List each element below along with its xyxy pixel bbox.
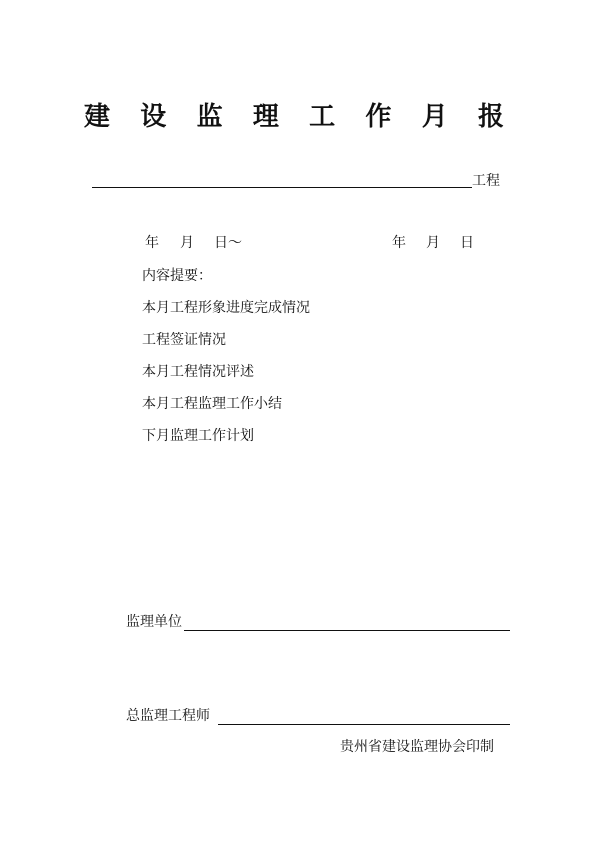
publisher-note: 贵州省建设监理协会印制	[340, 739, 494, 755]
start-month-label: 月	[180, 235, 194, 251]
chief-engineer-field[interactable]	[126, 706, 510, 728]
contents-item: 本月工程监理工作小结	[142, 396, 282, 412]
end-year-label: 年	[392, 235, 406, 251]
title-char: 建	[84, 102, 111, 132]
supervision-unit-underline	[184, 630, 510, 631]
title-char: 报	[477, 102, 504, 132]
contents-item: 工程签证情况	[142, 332, 226, 348]
project-name-field[interactable]	[92, 172, 500, 192]
title-char: 工	[309, 102, 336, 132]
project-suffix-label: 工程	[472, 173, 500, 189]
contents-summary	[142, 266, 310, 458]
contents-item: 下月监理工作计划	[142, 428, 254, 444]
end-month-label: 月	[426, 235, 440, 251]
title-char: 作	[365, 102, 392, 132]
end-day-label: 日	[460, 235, 474, 251]
chief-engineer-underline	[218, 724, 510, 725]
contents-item: 本月工程形象进度完成情况	[142, 300, 310, 316]
start-year-label: 年	[145, 235, 159, 251]
title-char: 月	[421, 102, 448, 132]
document-title	[84, 100, 504, 134]
supervision-unit-field[interactable]	[126, 612, 510, 634]
title-char: 监	[196, 102, 223, 132]
supervision-unit-label: 监理单位	[126, 614, 182, 630]
chief-engineer-label: 总监理工程师	[126, 708, 210, 724]
contents-heading: 内容提要：	[142, 268, 212, 284]
start-day-label: 日～	[214, 235, 242, 251]
title-char: 理	[252, 102, 279, 132]
project-name-underline	[92, 187, 472, 188]
title-char: 设	[140, 102, 167, 132]
contents-item: 本月工程情况评述	[142, 364, 254, 380]
